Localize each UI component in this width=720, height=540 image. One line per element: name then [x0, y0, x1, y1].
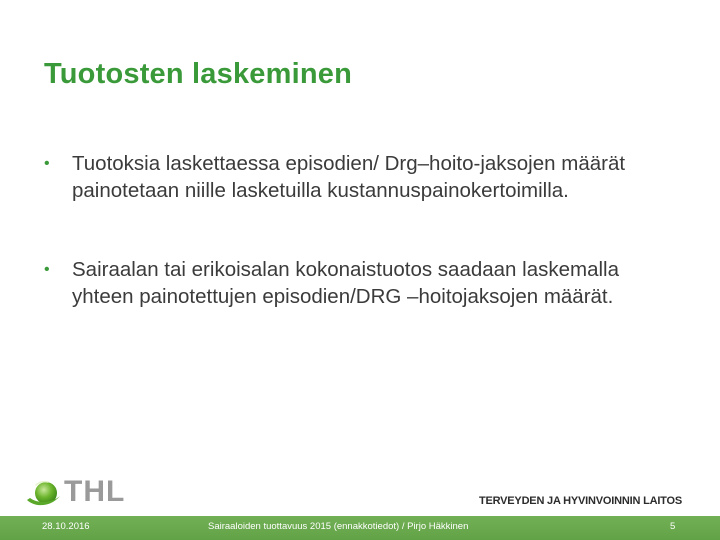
bullet-text: Sairaalan tai erikoisalan kokonaistuotos saadaan laskemalla yhteen painotettujen episodien/DRG –hoitojaksojen määrät. [72, 258, 619, 308]
logo-text: THL [64, 475, 126, 508]
thl-logo [24, 476, 144, 510]
footer-date: 28.10.2016 [42, 521, 90, 532]
green-sphere-swoosh-icon [24, 476, 64, 510]
bullet-list [44, 150, 684, 310]
slide-title: Tuotosten laskeminen [44, 58, 353, 90]
bullet-item [44, 256, 684, 310]
footer-caption: Sairaaloiden tuottavuus 2015 (ennakkotiedot) / Pirjo Häkkinen [208, 521, 469, 532]
page-number: 5 [670, 521, 676, 532]
bullet-dot-icon: • [44, 261, 50, 278]
bullet-item [44, 150, 684, 204]
footer-bar [0, 516, 720, 540]
bullet-dot-icon: • [44, 155, 50, 172]
organization-name: TERVEYDEN JA HYVINVOINNIN LAITOS [478, 495, 682, 507]
bullet-text: Tuotoksia laskettaessa episodien/ Drg–hoito-jaksojen määrät painotetaan niille lasketuilla kustannuspainokertoimilla. [72, 152, 626, 202]
